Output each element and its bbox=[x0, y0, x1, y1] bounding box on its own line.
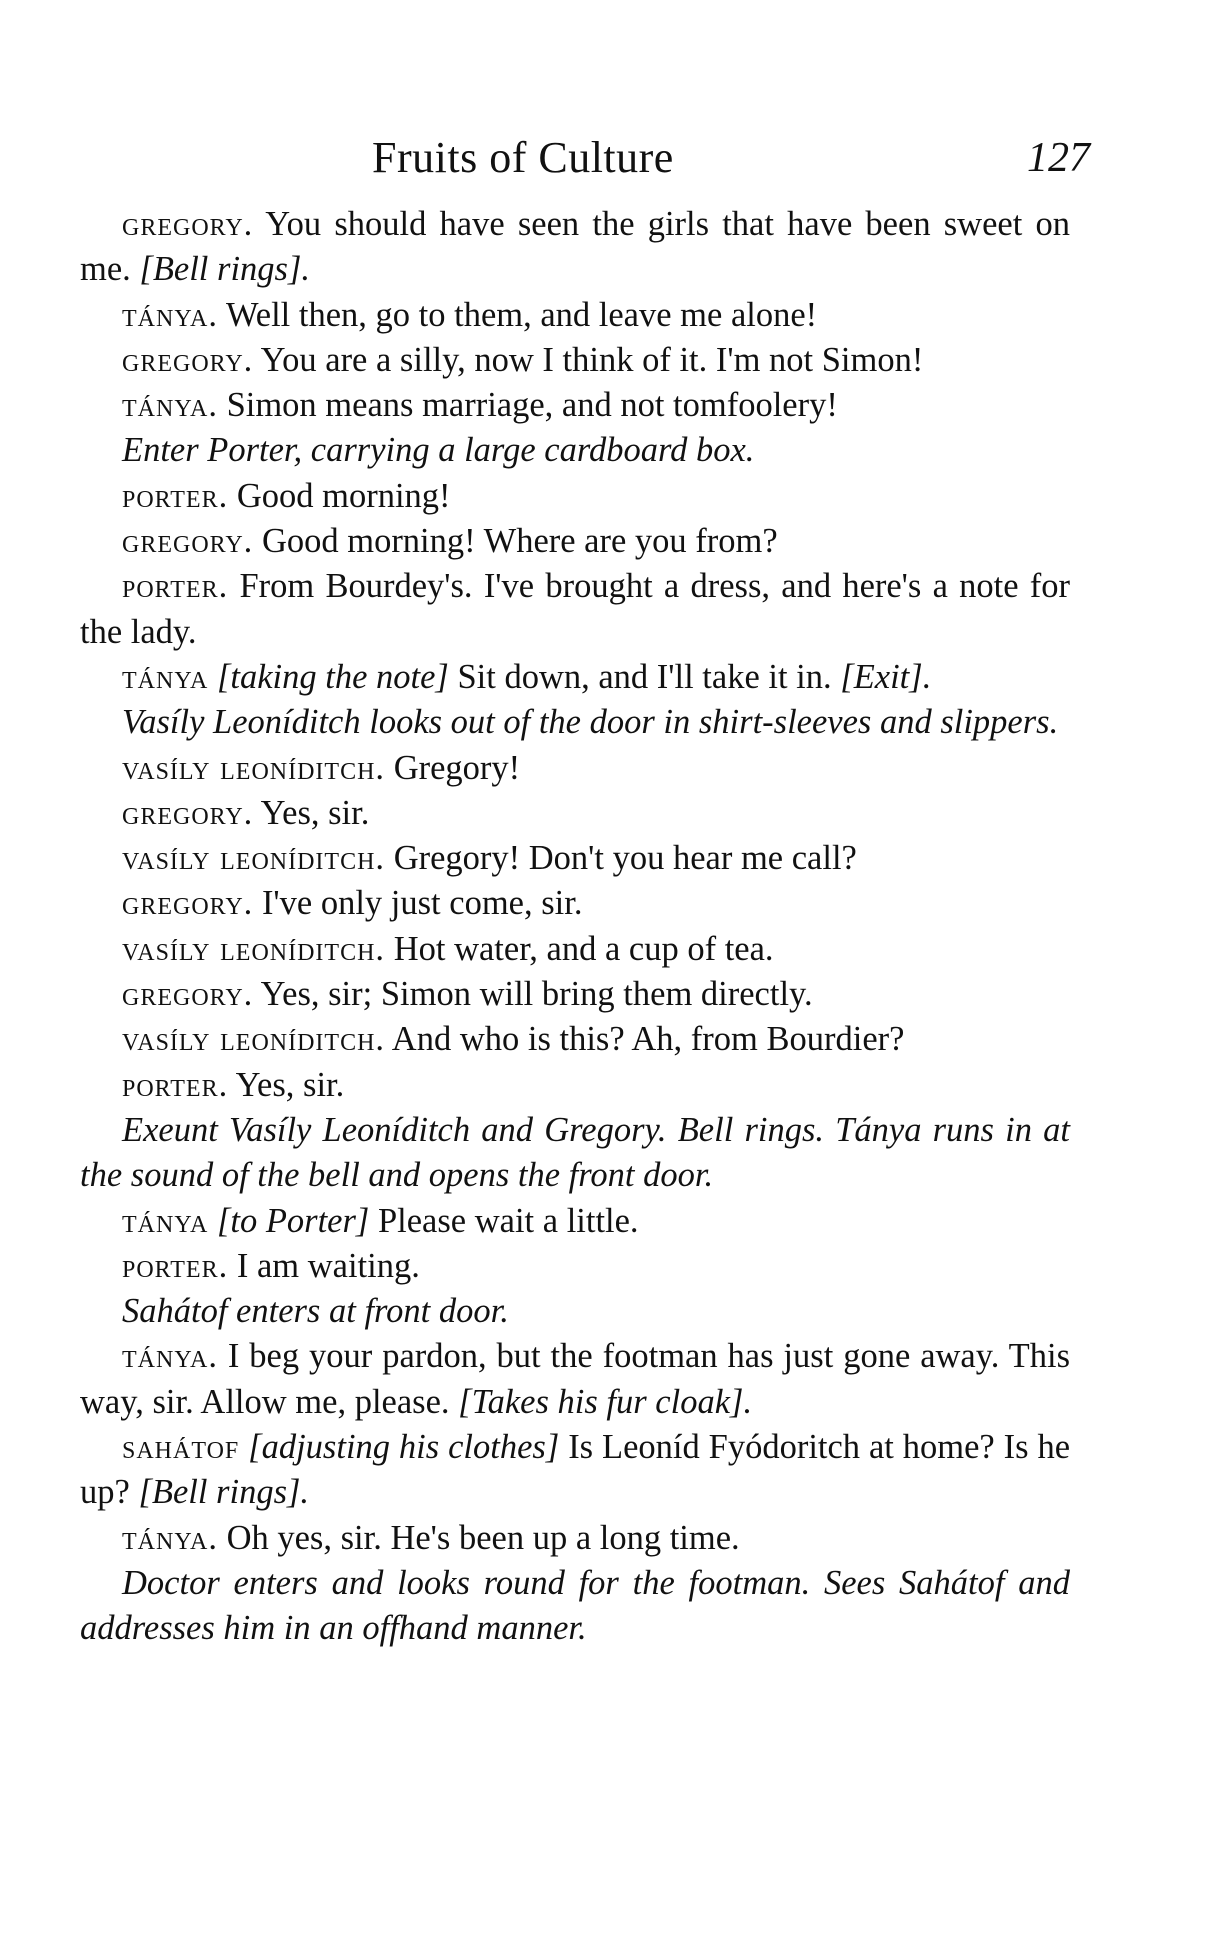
stage-direction-inline: [taking the note] bbox=[216, 657, 449, 696]
dialogue-line bbox=[80, 836, 1070, 881]
speaker-name: gregory. bbox=[122, 340, 254, 379]
speaker-name: gregory. bbox=[122, 205, 254, 243]
stage-direction-trailing: [Bell rings]. bbox=[138, 1473, 310, 1512]
speech-text: Is Leoníd Fyódoritch at home? Is he up? bbox=[80, 1428, 1071, 1512]
dialogue-line bbox=[80, 338, 1070, 383]
dialogue-line bbox=[80, 655, 1070, 700]
dialogue-line bbox=[80, 564, 1070, 655]
speech-text: Yes, sir. bbox=[235, 1065, 345, 1104]
speech-text: Hot water, and a cup of tea. bbox=[393, 929, 774, 968]
speaker-name: porter. bbox=[122, 476, 229, 515]
speaker-name: tánya. bbox=[122, 1518, 218, 1557]
exit-direction: [Exit]. bbox=[840, 657, 932, 696]
speech-text: Sit down, and I'll take it in. bbox=[457, 657, 832, 696]
dialogue-line bbox=[80, 1063, 1070, 1108]
speaker-name: tánya bbox=[122, 657, 209, 696]
speaker-name: tánya. bbox=[122, 1337, 218, 1376]
speech-text: Yes, sir; Simon will bring them directly. bbox=[260, 975, 813, 1014]
stage-direction-inline: [Bell rings]. bbox=[139, 250, 311, 289]
speaker-name: vasíly leoníditch. bbox=[122, 748, 386, 787]
dialogue-line bbox=[80, 881, 1070, 926]
speech-text: From Bourdey's. I've brought a dress, and here's a note for the lady. bbox=[80, 567, 1071, 651]
stage-direction-inline: [adjusting his clothes] bbox=[248, 1428, 560, 1467]
speech-text: I beg your pardon, but the footman has just gone away. This way, sir. Allow me, please. bbox=[80, 1337, 1071, 1421]
dialogue-line bbox=[80, 1425, 1070, 1516]
stage-direction: Doctor enters and looks round for the footman. Sees Sahátof and addresses him in an offhand manner. bbox=[80, 1563, 1070, 1648]
stage-direction-inline: [Takes his fur cloak]. bbox=[458, 1382, 753, 1421]
speech-text: Good morning! bbox=[236, 476, 451, 515]
speaker-name: sahátof bbox=[122, 1428, 240, 1467]
dialogue-line bbox=[80, 791, 1070, 836]
speaker-name: gregory. bbox=[122, 975, 254, 1014]
speaker-name: porter. bbox=[122, 1065, 229, 1104]
dialogue-line bbox=[80, 746, 1070, 791]
speech-text: Well then, go to them, and leave me alone! bbox=[225, 295, 818, 334]
dialogue-line bbox=[80, 927, 1070, 972]
speech-text: Oh yes, sir. He's been up a long time. bbox=[226, 1518, 740, 1557]
stage-direction: Enter Porter, carrying a large cardboard box. bbox=[122, 431, 755, 470]
speech-text: And who is this? Ah, from Bourdier? bbox=[391, 1020, 905, 1059]
speaker-name: porter. bbox=[122, 567, 229, 606]
dialogue-line bbox=[80, 293, 1070, 338]
speech-text: I am waiting. bbox=[236, 1246, 420, 1285]
speaker-name: tánya. bbox=[122, 386, 218, 425]
speech-text: Yes, sir. bbox=[260, 793, 370, 832]
dialogue-line bbox=[80, 972, 1070, 1017]
speaker-name: vasíly leoníditch. bbox=[122, 1020, 386, 1059]
speaker-name: vasíly leoníditch. bbox=[122, 839, 386, 878]
dialogue-line bbox=[80, 383, 1070, 428]
dialogue-line bbox=[80, 1199, 1070, 1244]
page-header bbox=[80, 132, 1090, 192]
speaker-name: gregory. bbox=[122, 793, 254, 832]
speech-text: Simon means marriage, and not tomfoolery! bbox=[226, 386, 838, 425]
speaker-name: gregory. bbox=[122, 884, 254, 923]
speech-text: I've only just come, sir. bbox=[261, 884, 583, 923]
speaker-name: tánya bbox=[122, 1201, 209, 1240]
dialogue-line bbox=[80, 1334, 1070, 1425]
speech-text: Gregory! Don't you hear me call? bbox=[393, 839, 857, 878]
dialogue-line bbox=[80, 474, 1070, 519]
stage-direction: Exeunt Vasíly Leoníditch and Gregory. Bell rings. Tánya runs in at the sound of the bell and opens the front door. bbox=[80, 1110, 1070, 1195]
running-title: Fruits of Culture bbox=[372, 133, 674, 182]
dialogue-line bbox=[80, 1244, 1070, 1289]
dialogue-line bbox=[80, 202, 1070, 293]
speech-text: You should have seen the girls that have been sweet on me. bbox=[80, 205, 1070, 289]
speaker-name: gregory. bbox=[122, 522, 254, 561]
dialogue-line bbox=[80, 1017, 1070, 1062]
dialogue-line bbox=[80, 519, 1070, 564]
page-number: 127 bbox=[1027, 135, 1090, 181]
dialogue-line bbox=[80, 1516, 1070, 1561]
speaker-name: porter. bbox=[122, 1246, 229, 1285]
stage-direction-inline: [to Porter] bbox=[216, 1201, 370, 1240]
speaker-name: tánya. bbox=[122, 295, 218, 334]
stage-direction: Sahátof enters at front door. bbox=[122, 1292, 509, 1331]
stage-direction: Vasíly Leoníditch looks out of the door in shirt-sleeves and slippers. bbox=[122, 703, 1059, 742]
speech-text: Please wait a little. bbox=[377, 1201, 639, 1240]
speech-text: Gregory! bbox=[393, 748, 521, 787]
speech-text: You are a silly, now I think of it. I'm not Simon! bbox=[260, 340, 924, 379]
speaker-name: vasíly leoníditch. bbox=[122, 929, 386, 968]
speech-text: Good morning! Where are you from? bbox=[261, 522, 778, 561]
play-text bbox=[80, 202, 1070, 1652]
